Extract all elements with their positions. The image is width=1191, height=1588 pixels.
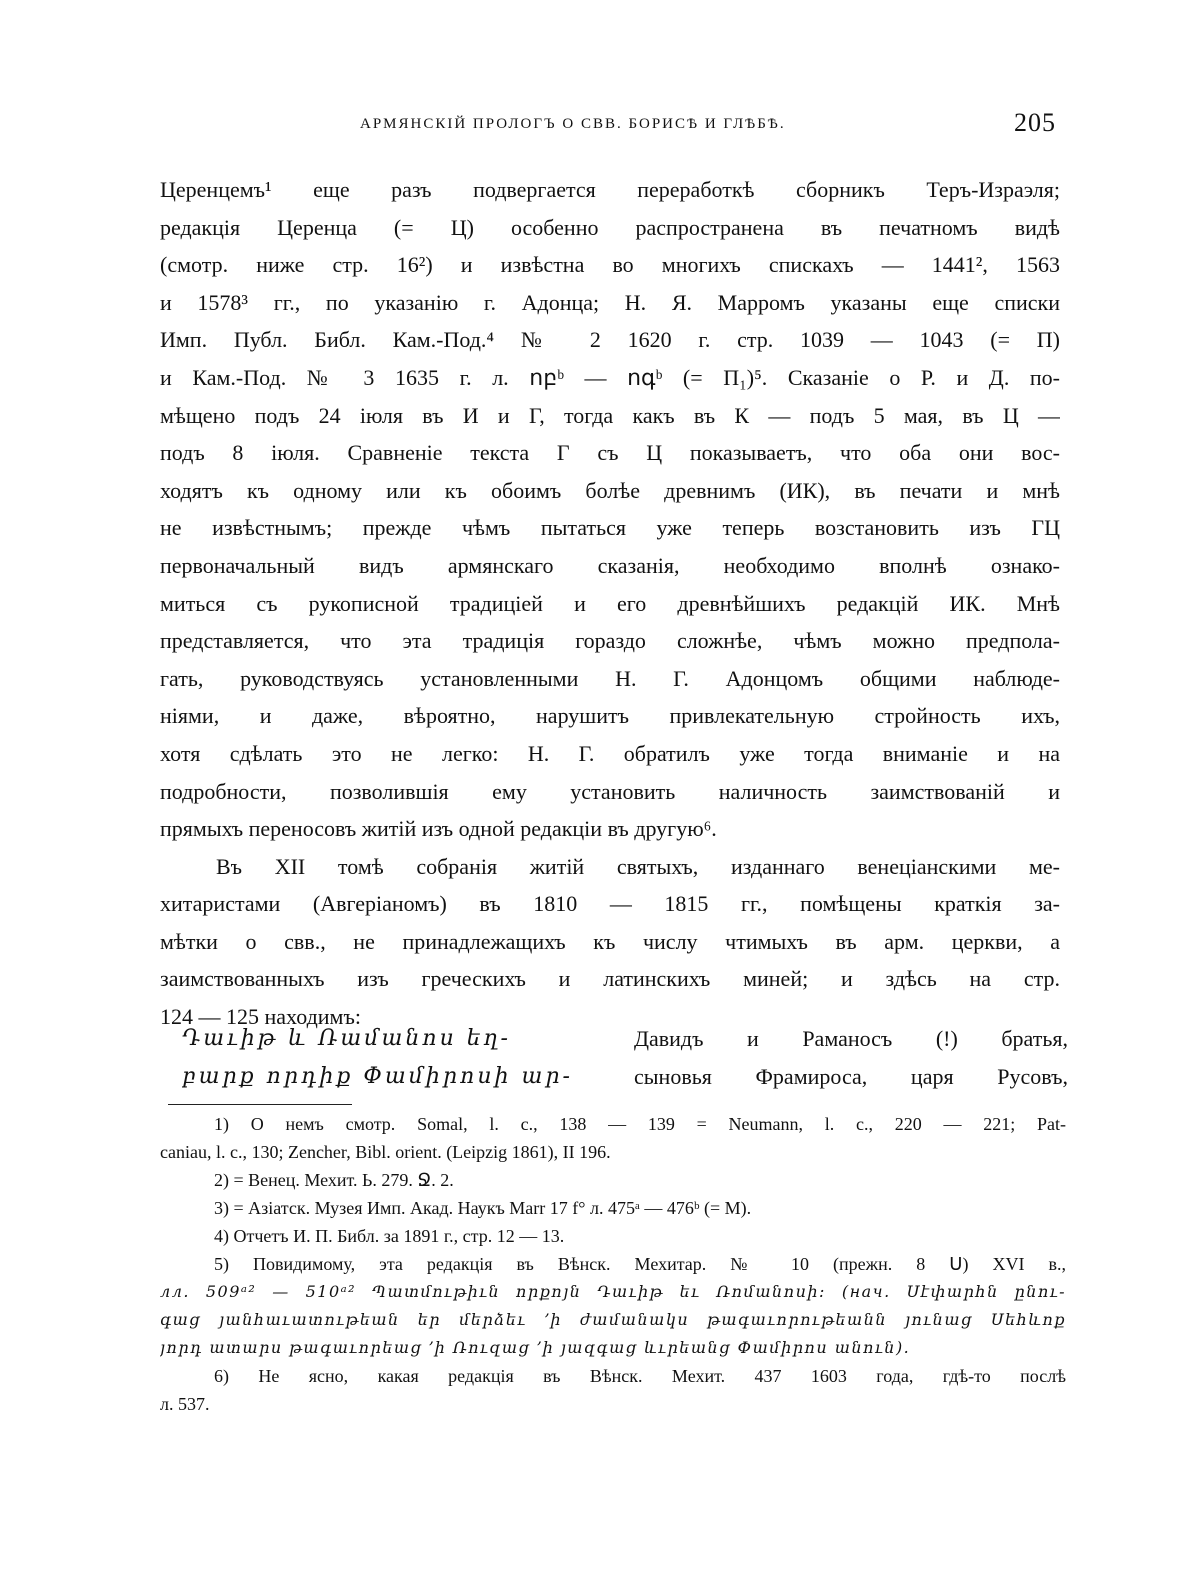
text-line: первоначальный видъ армянскаго сказанія, необходимо вполнѣ ознако- [160, 552, 1060, 578]
footnote-line: caniau, l. c., 130; Zencher, Bibl. orient. (Leipzig 1861), II 196. [160, 1142, 611, 1162]
text-line: хотя сдѣлать это не легко: Н. Г. обратилъ уже тогда вниманіе и на [160, 740, 1060, 766]
running-title: АРМЯНСКІЙ ПРОЛОГЪ О СВВ. БОРИСѢ И ГЛѢБѢ. [360, 116, 786, 132]
main-text [160, 171, 1060, 1036]
running-head [160, 108, 1068, 148]
translation-column [634, 1020, 1068, 1095]
text-line: (смотр. ниже стр. 16²) и извѣстна во многихъ спискахъ — 1441², 1563 [160, 252, 1060, 278]
text-line: Церенцемъ¹ еще разъ подвергается переработкѣ сборникъ Теръ-Израэля; [160, 177, 1060, 202]
footnote-divider [168, 1104, 352, 1105]
armenian-line: բարք որդիք Փամիրոսի ար- [182, 1064, 573, 1089]
text-line: ніями, и даже, вѣроятно, нарушитъ привлекательную стройность ихъ, [160, 703, 1060, 729]
page-number: 205 [1014, 108, 1056, 137]
translation-line: Давидъ и Раманосъ (!) братья, [634, 1026, 1068, 1051]
text-line: заимствованныхъ изъ греческихъ и латинскихъ миней; и здѣсь на стр. [160, 966, 1060, 992]
footnote-line: лл. 509ᵃ² — 510ᵃ² Պատմութիւն որքոյն Դաւիթ եւ Ռոմանոսի: (нач. Սէփարհն ընու- [160, 1282, 1066, 1301]
armenian-column [182, 1020, 622, 1096]
text-line: подъ 8 іюля. Сравненіе текста Г съ Ц показываетъ, что оба они вос- [160, 440, 1060, 466]
text-line: хитаристами (Авгеріаномъ) въ 1810 — 1815 гг., помѣщены краткія за- [160, 891, 1060, 917]
text-line: прямыхъ переносовъ житій изъ одной редакціи въ другую⁶. [160, 816, 717, 842]
text-line: редакція Церенца (= Ц) особенно распространена въ печатномъ видѣ [160, 214, 1060, 240]
footnote-line: գաց յանհաւատութեան եր մերձեւ ՚ի ժամանակս թագաւորութեանն յունաց Սեհևոք [160, 1310, 1066, 1329]
footnote-line: յորդ ատարս թագաւորեաց ՚ի Ռուզաց ՚ի յազգաց ևւրեանց Փամիրոս անուն). [160, 1338, 911, 1357]
footnote-line: 5) Повидимому, эта редакція въ Вѣнск. Мехитар. № 10 (прежн. 8 Ս) XVI в., [214, 1254, 1066, 1274]
footnote-line: 1) О немъ смотр. Somal, l. c., 138 — 139 = Neumann, l. c., 220 — 221; Pat- [214, 1114, 1066, 1134]
footnote-line: 2) = Венец. Мехит. Ь. 279. Ջ. 2. [214, 1170, 454, 1190]
armenian-line: Դաւիթ և Ռամանոս եղ- [182, 1026, 511, 1051]
text-line: не извѣстнымъ; прежде чѣмъ пытаться уже теперь возстановить изъ ГЦ [160, 515, 1060, 541]
text-line: мѣтки о свв., не принадлежащихъ къ числу чтимыхъ въ арм. церкви, а [160, 928, 1060, 954]
footnote-line: 6) Не ясно, какая редакція въ Вѣнск. Мехит. 437 1603 года, гдѣ-то послѣ [214, 1366, 1066, 1386]
footnote-line: л. 537. [160, 1394, 210, 1414]
text-line: Имп. Публ. Библ. Кам.-Под.⁴ № 2 1620 г. стр. 1039 — 1043 (= П) [160, 327, 1060, 353]
footnote-line: 3) = Азіатск. Музея Имп. Акад. Наукъ Marr 17 f° л. 475ᵃ — 476ᵇ (= М). [214, 1198, 752, 1218]
text-line: 124 — 125 находимъ: [160, 1004, 361, 1030]
parallel-text [160, 1020, 1068, 1100]
text-line: мѣщено подъ 24 іюля въ И и Г, тогда какъ въ К — подъ 5 мая, въ Ц — [160, 402, 1060, 428]
footnote-line: 4) Отчетъ И. П. Библ. за 1891 г., стр. 12 — 13. [214, 1226, 565, 1246]
text-line: подробности, позволившія ему установить наличность заимствованій и [160, 778, 1060, 804]
text-line: представляется, что эта традиція гораздо сложнѣе, чѣмъ можно предпола- [160, 628, 1060, 654]
text-line: гать, руководствуясь установленными Н. Г. Адонцомъ общими наблюде- [160, 665, 1060, 691]
text-line: миться съ рукописной традиціей и его древнѣйшихъ редакцій ИК. Мнѣ [160, 590, 1060, 616]
translation-line: сыновья Фрамироса, царя Русовъ, [634, 1063, 1068, 1089]
text-line: ходятъ къ одному или къ обоимъ болѣе древнимъ (ИК), въ печати и мнѣ [160, 477, 1060, 503]
text-line: и 1578³ гг., по указанію г. Адонца; Н. Я. Марромъ указаны еще списки [160, 289, 1060, 315]
footnotes [160, 1110, 1066, 1418]
text-line: Въ XII томѣ собранія житій святыхъ, изданнаго венеціанскими ме- [216, 853, 1060, 879]
text-line: и Кам.-Под. № 3 1635 г. л. ոբᵇ — ոգᵇ (= П₁)⁵. Сказаніе о Р. и Д. по- [160, 364, 1060, 390]
